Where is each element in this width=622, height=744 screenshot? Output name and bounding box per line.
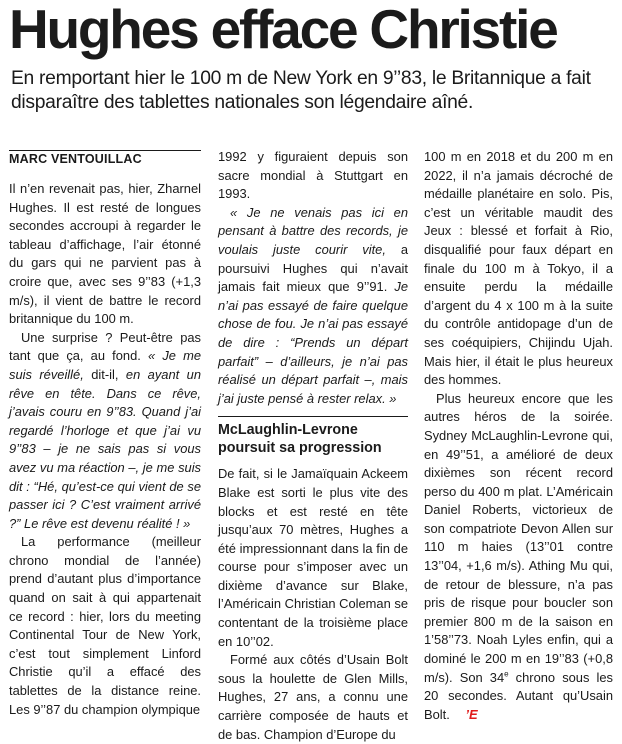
byline: MARC VENTOUILLAC	[9, 150, 201, 167]
text: Plus heureux encore que les autres héros de la soirée. Sydney McLaughlin-Levrone qui, en 49’’51, a amélioré de deux dixièmes son récent record perso du 400 m plat. L’Américain Daniel Roberts, victorieux de son compatriote Devon Allen sur 110 m haies (13’’01 contre 13’’04, +1,6 m/s). Athing Mu qui, de retour de blessure, n’a pas pris de risque pour boucler son premier 800 m de la saison en 1’58’’73. Noah Lyles enfin, qui a dominé le 200 m en 19’’83 (+0,8 m/s). Son 34	[424, 390, 613, 685]
column-2	[218, 148, 408, 744]
paragraph: Il n’en revenait pas, hier, Zharnel Hughes. Il est resté de longues secondes accroupi à regarder le tableau d’affichage, l’air étonné du gars qui ne parvient pas à croire que, avec ses 9’’83 (+1,3 m/s), il vient de battre le record britannique du 100 m.	[9, 181, 201, 327]
paragraph: 1992 y figuraient depuis son sacre mondial à Stuttgart en 1993.	[218, 149, 408, 202]
text: a poursuivi Hughes qui n’avait jamais fait mieux que 9’’91.	[218, 241, 408, 295]
quote: « Je ne venais pas ici en pensant à battre des records, je voulais juste courir vite,	[218, 204, 408, 257]
quote: « Je me suis réveillé,	[9, 348, 202, 382]
paragraph	[424, 390, 613, 725]
end-mark-icon: ’E	[465, 706, 478, 722]
paragraph: Formé aux côtés d’Usain Bolt sous la houlette de Glen Mills, Hughes, 27 ans, a connu une carrière composée de hauts et de bas. Champion d’Europe du	[218, 652, 408, 742]
paragraph	[9, 329, 201, 534]
quote: Je n’ai pas essayé de faire quelque chose de fou. Je n’ai pas essayé de dire : “Prends un départ parfait” – d’ailleurs, je n’ai pas réalisé un départ parfait –, mais j’ai juste pensé à rester relax. »	[218, 279, 408, 406]
text: chrono sous les 20 secondes. Autant qu’Usain Bolt.	[424, 669, 614, 722]
text: Une surprise ? Peut-être pas tant que ça, au fond.	[9, 329, 201, 364]
column-1	[9, 150, 201, 719]
paragraph: 100 m en 2018 et du 200 m en 2022, il n’a jamais décroché de médaille planétaire en solo. Pis, c’est un véritable maudit des Jeux : blessé et forfait à Rio, disqualifié pour faux départ en finale du 100 m à Tokyo, il a ensuite perdu la médaille d’argent du 4 x 100 m à la suite du contrôle antidopage d’un de ses coéquipiers, Chijindu Ujah. Mais hier, il était le plus heureux des hommes.	[424, 149, 613, 388]
column-3	[424, 148, 613, 724]
paragraph: De fait, si le Jamaïquain Ackeem Blake est sorti le plus vite des blocks et est resté en tête jusqu’aux 70 mètres, Hughes a été impressionnant dans la fin de course pour s’imposer avec un dixième d’avance sur Blake, l’Américain Christian Coleman se contentant de la troisième place en 10’’02.	[218, 466, 408, 649]
subhead: McLaughlin-Levrone poursuit sa progression	[218, 416, 408, 457]
deck: En remportant hier le 100 m de New York en 9’’83, le Britannique a fait disparaître des tablettes nationales son légendaire aîné.	[11, 68, 591, 113]
paragraph	[218, 204, 408, 409]
superscript: e	[504, 669, 509, 679]
headline: Hughes efface Christie	[9, 0, 557, 60]
paragraph: La performance (meilleur chrono mondial de l’année) prend d’autant plus d’importance quand on sait à qui appartenait ce record : hier, lors du meeting Continental Tour de New York, c’est tout simplement Linford Christie qu’il a effacé des tablettes de la distance reine. Les 9’’87 du champion olympique	[9, 534, 201, 717]
text: dit-il,	[83, 366, 126, 382]
quote: en ayant un rêve en tête. Dans ce rêve, j’avais couru en 9’’83. Quand j’ai regardé l’horloge et que j’ai vu 9’’83 – je ne sais pas si vous avez vu ma réaction –, je me suis dit : “Hé, qu’est-ce qui vient de se passer ici ? C’est vraiment arrivé ?” Le rêve est devenu réalité ! »	[9, 366, 201, 531]
